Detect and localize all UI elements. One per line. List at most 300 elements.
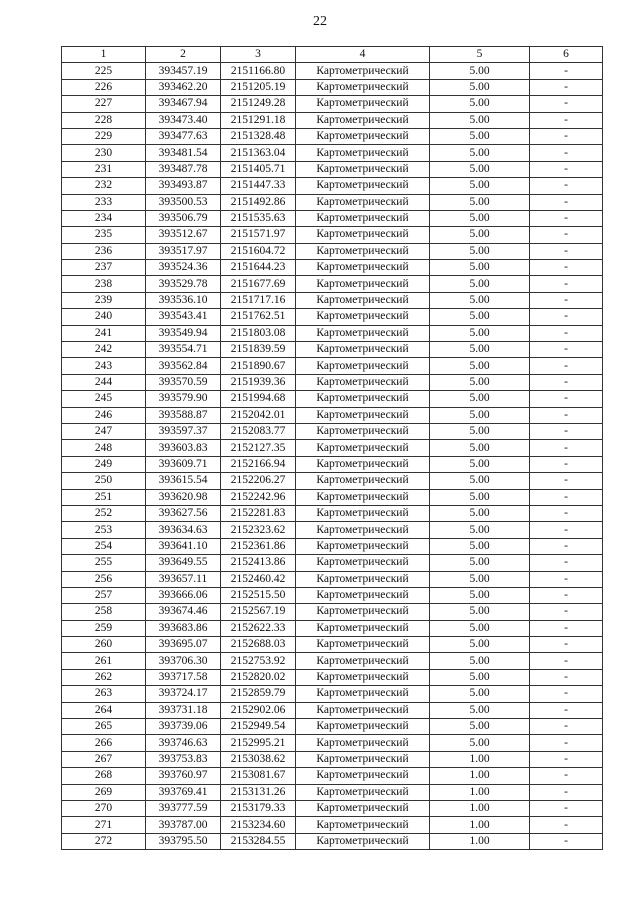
accuracy-cell: 5.00 [430,260,530,276]
x-coordinate-cell: 393641.10 [146,538,221,554]
x-coordinate-cell: 393657.11 [146,571,221,587]
note-cell: - [530,407,603,423]
point-number-cell: 232 [62,178,146,194]
table-row [62,276,603,292]
y-coordinate-cell: 2153131.26 [221,784,296,800]
y-coordinate-cell: 2152361.86 [221,538,296,554]
accuracy-cell: 5.00 [430,669,530,685]
note-cell: - [530,96,603,112]
note-cell: - [530,538,603,554]
accuracy-cell: 5.00 [430,702,530,718]
method-cell: Картометрический [296,161,430,177]
note-cell: - [530,686,603,702]
column-header: 3 [221,47,296,63]
method-cell: Картометрический [296,456,430,472]
point-number-cell: 263 [62,686,146,702]
y-coordinate-cell: 2152995.21 [221,735,296,751]
y-coordinate-cell: 2151890.67 [221,358,296,374]
method-cell: Картометрический [296,210,430,226]
method-cell: Картометрический [296,719,430,735]
accuracy-cell: 5.00 [430,522,530,538]
x-coordinate-cell: 393570.59 [146,374,221,390]
y-coordinate-cell: 2151447.33 [221,178,296,194]
method-cell: Картометрический [296,309,430,325]
x-coordinate-cell: 393543.41 [146,309,221,325]
note-cell: - [530,227,603,243]
method-cell: Картометрический [296,768,430,784]
coordinates-table [61,46,603,850]
note-cell: - [530,145,603,161]
column-header: 4 [296,47,430,63]
point-number-cell: 236 [62,243,146,259]
y-coordinate-cell: 2153234.60 [221,817,296,833]
y-coordinate-cell: 2152281.83 [221,505,296,521]
y-coordinate-cell: 2152127.35 [221,440,296,456]
x-coordinate-cell: 393649.55 [146,555,221,571]
note-cell: - [530,637,603,653]
note-cell: - [530,128,603,144]
x-coordinate-cell: 393620.98 [146,489,221,505]
x-coordinate-cell: 393473.40 [146,112,221,128]
accuracy-cell: 5.00 [430,407,530,423]
accuracy-cell: 5.00 [430,79,530,95]
y-coordinate-cell: 2153179.33 [221,800,296,816]
y-coordinate-cell: 2152206.27 [221,473,296,489]
accuracy-cell: 5.00 [430,473,530,489]
x-coordinate-cell: 393512.67 [146,227,221,243]
accuracy-cell: 5.00 [430,587,530,603]
method-cell: Картометрический [296,374,430,390]
accuracy-cell: 5.00 [430,210,530,226]
accuracy-cell: 5.00 [430,309,530,325]
accuracy-cell: 5.00 [430,555,530,571]
method-cell: Картометрический [296,800,430,816]
method-cell: Картометрический [296,637,430,653]
method-cell: Картометрический [296,686,430,702]
table-row [62,702,603,718]
accuracy-cell: 5.00 [430,96,530,112]
point-number-cell: 261 [62,653,146,669]
y-coordinate-cell: 2152166.94 [221,456,296,472]
accuracy-cell: 1.00 [430,833,530,849]
method-cell: Картометрический [296,63,430,79]
note-cell: - [530,653,603,669]
accuracy-cell: 5.00 [430,719,530,735]
table-row [62,407,603,423]
note-cell: - [530,669,603,685]
note-cell: - [530,735,603,751]
y-coordinate-cell: 2151205.19 [221,79,296,95]
note-cell: - [530,702,603,718]
y-coordinate-cell: 2151571.97 [221,227,296,243]
point-number-cell: 238 [62,276,146,292]
point-number-cell: 255 [62,555,146,571]
point-number-cell: 250 [62,473,146,489]
note-cell: - [530,210,603,226]
table-row [62,145,603,161]
x-coordinate-cell: 393695.07 [146,637,221,653]
x-coordinate-cell: 393536.10 [146,292,221,308]
x-coordinate-cell: 393609.71 [146,456,221,472]
point-number-cell: 229 [62,128,146,144]
table-row [62,669,603,685]
x-coordinate-cell: 393588.87 [146,407,221,423]
accuracy-cell: 5.00 [430,145,530,161]
x-coordinate-cell: 393706.30 [146,653,221,669]
method-cell: Картометрический [296,178,430,194]
note-cell: - [530,63,603,79]
point-number-cell: 264 [62,702,146,718]
y-coordinate-cell: 2152323.62 [221,522,296,538]
table-body [62,63,603,850]
y-coordinate-cell: 2152622.33 [221,620,296,636]
note-cell: - [530,79,603,95]
note-cell: - [530,768,603,784]
x-coordinate-cell: 393787.00 [146,817,221,833]
accuracy-cell: 5.00 [430,178,530,194]
note-cell: - [530,555,603,571]
accuracy-cell: 1.00 [430,768,530,784]
point-number-cell: 235 [62,227,146,243]
table-row [62,620,603,636]
point-number-cell: 225 [62,63,146,79]
note-cell: - [530,456,603,472]
point-number-cell: 246 [62,407,146,423]
table-row [62,587,603,603]
point-number-cell: 234 [62,210,146,226]
x-coordinate-cell: 393724.17 [146,686,221,702]
point-number-cell: 241 [62,325,146,341]
column-header: 5 [430,47,530,63]
point-number-cell: 243 [62,358,146,374]
accuracy-cell: 5.00 [430,227,530,243]
note-cell: - [530,325,603,341]
table-row [62,423,603,439]
table-header [62,47,603,63]
x-coordinate-cell: 393597.37 [146,423,221,439]
x-coordinate-cell: 393739.06 [146,719,221,735]
y-coordinate-cell: 2153284.55 [221,833,296,849]
x-coordinate-cell: 393462.20 [146,79,221,95]
column-header: 1 [62,47,146,63]
y-coordinate-cell: 2152413.86 [221,555,296,571]
accuracy-cell: 5.00 [430,686,530,702]
method-cell: Картометрический [296,538,430,554]
y-coordinate-cell: 2151677.69 [221,276,296,292]
x-coordinate-cell: 393666.06 [146,587,221,603]
note-cell: - [530,440,603,456]
accuracy-cell: 5.00 [430,374,530,390]
method-cell: Картометрический [296,620,430,636]
x-coordinate-cell: 393634.63 [146,522,221,538]
table-row [62,719,603,735]
x-coordinate-cell: 393467.94 [146,96,221,112]
point-number-cell: 265 [62,719,146,735]
x-coordinate-cell: 393615.54 [146,473,221,489]
point-number-cell: 240 [62,309,146,325]
table-row [62,817,603,833]
point-number-cell: 244 [62,374,146,390]
accuracy-cell: 5.00 [430,440,530,456]
table-row [62,768,603,784]
accuracy-cell: 5.00 [430,161,530,177]
x-coordinate-cell: 393731.18 [146,702,221,718]
y-coordinate-cell: 2151939.36 [221,374,296,390]
point-number-cell: 260 [62,637,146,653]
point-number-cell: 269 [62,784,146,800]
x-coordinate-cell: 393674.46 [146,604,221,620]
table-row [62,751,603,767]
y-coordinate-cell: 2151762.51 [221,309,296,325]
x-coordinate-cell: 393562.84 [146,358,221,374]
note-cell: - [530,260,603,276]
note-cell: - [530,309,603,325]
point-number-cell: 266 [62,735,146,751]
y-coordinate-cell: 2152083.77 [221,423,296,439]
table-row [62,440,603,456]
y-coordinate-cell: 2152949.54 [221,719,296,735]
accuracy-cell: 5.00 [430,505,530,521]
point-number-cell: 239 [62,292,146,308]
note-cell: - [530,358,603,374]
x-coordinate-cell: 393457.19 [146,63,221,79]
accuracy-cell: 5.00 [430,653,530,669]
x-coordinate-cell: 393769.41 [146,784,221,800]
table-row [62,489,603,505]
table-row [62,210,603,226]
table-row [62,653,603,669]
method-cell: Картометрический [296,735,430,751]
point-number-cell: 233 [62,194,146,210]
x-coordinate-cell: 393500.53 [146,194,221,210]
accuracy-cell: 1.00 [430,784,530,800]
accuracy-cell: 5.00 [430,128,530,144]
accuracy-cell: 5.00 [430,243,530,259]
note-cell: - [530,194,603,210]
method-cell: Картометрический [296,391,430,407]
y-coordinate-cell: 2151328.48 [221,128,296,144]
header-row [62,47,603,63]
accuracy-cell: 5.00 [430,358,530,374]
point-number-cell: 270 [62,800,146,816]
y-coordinate-cell: 2152460.42 [221,571,296,587]
table-row [62,571,603,587]
note-cell: - [530,292,603,308]
point-number-cell: 262 [62,669,146,685]
point-number-cell: 230 [62,145,146,161]
y-coordinate-cell: 2152515.50 [221,587,296,603]
y-coordinate-cell: 2151363.04 [221,145,296,161]
accuracy-cell: 5.00 [430,423,530,439]
y-coordinate-cell: 2151994.68 [221,391,296,407]
y-coordinate-cell: 2151644.23 [221,260,296,276]
y-coordinate-cell: 2152753.92 [221,653,296,669]
method-cell: Картометрический [296,342,430,358]
note-cell: - [530,489,603,505]
note-cell: - [530,719,603,735]
note-cell: - [530,178,603,194]
table-row [62,833,603,849]
method-cell: Картометрический [296,423,430,439]
point-number-cell: 271 [62,817,146,833]
point-number-cell: 247 [62,423,146,439]
table-row [62,604,603,620]
y-coordinate-cell: 2152042.01 [221,407,296,423]
method-cell: Картометрический [296,489,430,505]
method-cell: Картометрический [296,555,430,571]
y-coordinate-cell: 2152820.02 [221,669,296,685]
table-row [62,243,603,259]
point-number-cell: 242 [62,342,146,358]
table-row [62,178,603,194]
method-cell: Картометрический [296,653,430,669]
accuracy-cell: 1.00 [430,800,530,816]
x-coordinate-cell: 393777.59 [146,800,221,816]
point-number-cell: 254 [62,538,146,554]
accuracy-cell: 5.00 [430,489,530,505]
point-number-cell: 226 [62,79,146,95]
note-cell: - [530,276,603,292]
y-coordinate-cell: 2153081.67 [221,768,296,784]
table-row [62,161,603,177]
y-coordinate-cell: 2152902.06 [221,702,296,718]
point-number-cell: 231 [62,161,146,177]
table-row [62,555,603,571]
note-cell: - [530,800,603,816]
accuracy-cell: 5.00 [430,620,530,636]
accuracy-cell: 5.00 [430,391,530,407]
y-coordinate-cell: 2151604.72 [221,243,296,259]
accuracy-cell: 5.00 [430,538,530,554]
table-row [62,456,603,472]
x-coordinate-cell: 393760.97 [146,768,221,784]
method-cell: Картометрический [296,522,430,538]
x-coordinate-cell: 393717.58 [146,669,221,685]
table-row [62,522,603,538]
method-cell: Картометрический [296,112,430,128]
table-row [62,800,603,816]
accuracy-cell: 5.00 [430,735,530,751]
note-cell: - [530,604,603,620]
x-coordinate-cell: 393627.56 [146,505,221,521]
table-row [62,292,603,308]
note-cell: - [530,505,603,521]
column-header: 2 [146,47,221,63]
x-coordinate-cell: 393554.71 [146,342,221,358]
x-coordinate-cell: 393753.83 [146,751,221,767]
note-cell: - [530,751,603,767]
method-cell: Картометрический [296,604,430,620]
method-cell: Картометрический [296,145,430,161]
method-cell: Картометрический [296,358,430,374]
point-number-cell: 272 [62,833,146,849]
x-coordinate-cell: 393549.94 [146,325,221,341]
y-coordinate-cell: 2151166.80 [221,63,296,79]
x-coordinate-cell: 393517.97 [146,243,221,259]
point-number-cell: 267 [62,751,146,767]
point-number-cell: 256 [62,571,146,587]
note-cell: - [530,784,603,800]
accuracy-cell: 1.00 [430,751,530,767]
note-cell: - [530,374,603,390]
note-cell: - [530,391,603,407]
y-coordinate-cell: 2152859.79 [221,686,296,702]
method-cell: Картометрический [296,833,430,849]
method-cell: Картометрический [296,751,430,767]
accuracy-cell: 5.00 [430,342,530,358]
method-cell: Картометрический [296,669,430,685]
accuracy-cell: 5.00 [430,63,530,79]
y-coordinate-cell: 2153038.62 [221,751,296,767]
table-row [62,735,603,751]
method-cell: Картометрический [296,505,430,521]
point-number-cell: 258 [62,604,146,620]
table-row [62,63,603,79]
method-cell: Картометрический [296,407,430,423]
x-coordinate-cell: 393477.63 [146,128,221,144]
point-number-cell: 252 [62,505,146,521]
method-cell: Картометрический [296,784,430,800]
y-coordinate-cell: 2151717.16 [221,292,296,308]
table-row [62,112,603,128]
y-coordinate-cell: 2151492.86 [221,194,296,210]
table-row [62,686,603,702]
y-coordinate-cell: 2151839.59 [221,342,296,358]
method-cell: Картометрический [296,571,430,587]
table-row [62,473,603,489]
point-number-cell: 248 [62,440,146,456]
point-number-cell: 257 [62,587,146,603]
method-cell: Картометрический [296,96,430,112]
x-coordinate-cell: 393524.36 [146,260,221,276]
x-coordinate-cell: 393579.90 [146,391,221,407]
table-row [62,784,603,800]
table-row [62,260,603,276]
note-cell: - [530,473,603,489]
method-cell: Картометрический [296,79,430,95]
x-coordinate-cell: 393795.50 [146,833,221,849]
table-row [62,342,603,358]
y-coordinate-cell: 2152567.19 [221,604,296,620]
note-cell: - [530,587,603,603]
table-row [62,358,603,374]
x-coordinate-cell: 393493.87 [146,178,221,194]
method-cell: Картометрический [296,194,430,210]
y-coordinate-cell: 2152688.03 [221,637,296,653]
point-number-cell: 251 [62,489,146,505]
x-coordinate-cell: 393683.86 [146,620,221,636]
table-row [62,79,603,95]
note-cell: - [530,423,603,439]
note-cell: - [530,817,603,833]
note-cell: - [530,620,603,636]
method-cell: Картометрический [296,473,430,489]
accuracy-cell: 5.00 [430,276,530,292]
method-cell: Картометрический [296,702,430,718]
method-cell: Картометрический [296,276,430,292]
table-row [62,128,603,144]
x-coordinate-cell: 393481.54 [146,145,221,161]
method-cell: Картометрический [296,817,430,833]
y-coordinate-cell: 2152242.96 [221,489,296,505]
note-cell: - [530,243,603,259]
method-cell: Картометрический [296,227,430,243]
method-cell: Картометрический [296,243,430,259]
y-coordinate-cell: 2151291.18 [221,112,296,128]
y-coordinate-cell: 2151803.08 [221,325,296,341]
table-row [62,96,603,112]
method-cell: Картометрический [296,440,430,456]
